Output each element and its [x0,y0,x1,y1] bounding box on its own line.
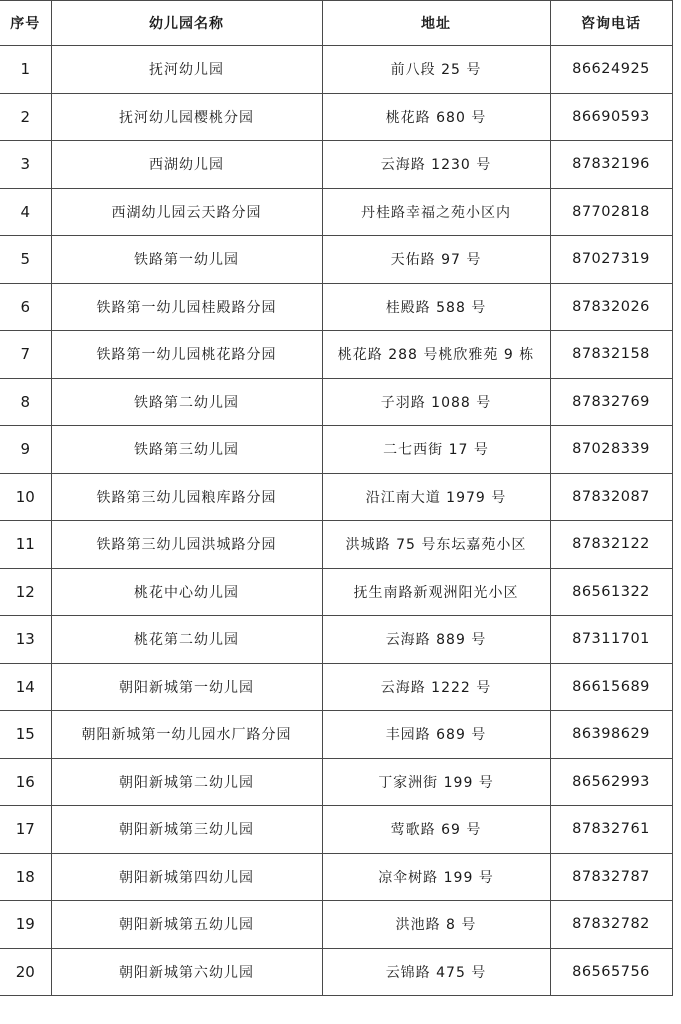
phone-cell: 87702818 [550,188,672,236]
phone-cell: 87028339 [550,426,672,474]
kindergarten-name: 铁路第三幼儿园洪城路分园 [51,521,322,569]
address-cell: 天佑路 97 号 [322,236,550,284]
kindergarten-name: 朝阳新城第三幼儿园 [51,806,322,854]
kindergarten-name: 桃花第二幼儿园 [51,616,322,664]
table-row [0,93,672,141]
row-number: 17 [0,806,51,854]
row-number: 1 [0,46,51,94]
table-row [0,236,672,284]
kindergarten-name: 抚河幼儿园 [51,46,322,94]
row-number: 18 [0,853,51,901]
phone-cell: 86624925 [550,46,672,94]
row-number: 13 [0,616,51,664]
row-number: 3 [0,141,51,189]
phone-cell: 87311701 [550,616,672,664]
table-row [0,711,672,759]
phone-cell: 86562993 [550,758,672,806]
kindergarten-name: 朝阳新城第五幼儿园 [51,901,322,949]
table-row [0,616,672,664]
phone-cell: 86690593 [550,93,672,141]
phone-cell: 87832769 [550,378,672,426]
kindergarten-name: 铁路第二幼儿园 [51,378,322,426]
header-row [0,1,672,46]
kindergarten-name: 桃花中心幼儿园 [51,568,322,616]
table-row [0,331,672,379]
table-row [0,806,672,854]
phone-cell: 87832026 [550,283,672,331]
kindergarten-name: 西湖幼儿园云天路分园 [51,188,322,236]
row-number: 15 [0,711,51,759]
table-row [0,46,672,94]
row-number: 2 [0,93,51,141]
table-row [0,853,672,901]
table-row [0,948,672,996]
row-number: 10 [0,473,51,521]
phone-cell: 87027319 [550,236,672,284]
row-number: 19 [0,901,51,949]
kindergarten-name: 朝阳新城第一幼儿园 [51,663,322,711]
phone-cell: 86565756 [550,948,672,996]
address-cell: 云海路 1230 号 [322,141,550,189]
row-number: 7 [0,331,51,379]
table-row [0,141,672,189]
row-number: 12 [0,568,51,616]
header-phone: 咨询电话 [550,1,672,46]
row-number: 9 [0,426,51,474]
table-header [0,1,672,46]
phone-cell: 87832782 [550,901,672,949]
table-row [0,473,672,521]
address-cell: 子羽路 1088 号 [322,378,550,426]
table-row [0,663,672,711]
address-cell: 桃花路 288 号桃欣雅苑 9 栋 [322,331,550,379]
row-number: 4 [0,188,51,236]
phone-cell: 87832087 [550,473,672,521]
kindergarten-name: 铁路第三幼儿园 [51,426,322,474]
row-number: 20 [0,948,51,996]
table-row [0,521,672,569]
kindergarten-name: 铁路第一幼儿园 [51,236,322,284]
address-cell: 丰园路 689 号 [322,711,550,759]
address-cell: 洪城路 75 号东坛嘉苑小区 [322,521,550,569]
table-row [0,426,672,474]
phone-cell: 86398629 [550,711,672,759]
kindergarten-name: 朝阳新城第一幼儿园水厂路分园 [51,711,322,759]
kindergarten-name: 铁路第一幼儿园桂殿路分园 [51,283,322,331]
table-row [0,568,672,616]
row-number: 5 [0,236,51,284]
address-cell: 沿江南大道 1979 号 [322,473,550,521]
kindergarten-name: 朝阳新城第二幼儿园 [51,758,322,806]
address-cell: 二七西街 17 号 [322,426,550,474]
row-number: 6 [0,283,51,331]
address-cell: 丹桂路幸福之苑小区内 [322,188,550,236]
table-row [0,378,672,426]
row-number: 11 [0,521,51,569]
row-number: 8 [0,378,51,426]
phone-cell: 87832158 [550,331,672,379]
address-cell: 云海路 889 号 [322,616,550,664]
phone-cell: 87832761 [550,806,672,854]
header-name: 幼儿园名称 [51,1,322,46]
kindergarten-name: 西湖幼儿园 [51,141,322,189]
table-row [0,188,672,236]
table-row [0,901,672,949]
kindergarten-name: 朝阳新城第四幼儿园 [51,853,322,901]
table-row [0,758,672,806]
phone-cell: 86615689 [550,663,672,711]
address-cell: 前八段 25 号 [322,46,550,94]
phone-cell: 87832122 [550,521,672,569]
kindergarten-name: 朝阳新城第六幼儿园 [51,948,322,996]
address-cell: 云海路 1222 号 [322,663,550,711]
address-cell: 凉伞树路 199 号 [322,853,550,901]
phone-cell: 87832787 [550,853,672,901]
address-cell: 桃花路 680 号 [322,93,550,141]
row-number: 16 [0,758,51,806]
phone-cell: 87832196 [550,141,672,189]
kindergarten-name: 铁路第三幼儿园粮库路分园 [51,473,322,521]
table-row [0,283,672,331]
address-cell: 桂殿路 588 号 [322,283,550,331]
phone-cell: 86561322 [550,568,672,616]
header-no: 序号 [0,1,51,46]
row-number: 14 [0,663,51,711]
kindergarten-name: 铁路第一幼儿园桃花路分园 [51,331,322,379]
table-body [0,46,672,996]
address-cell: 莺歌路 69 号 [322,806,550,854]
address-cell: 洪池路 8 号 [322,901,550,949]
address-cell: 抚生南路新观洲阳光小区 [322,568,550,616]
kindergarten-name: 抚河幼儿园樱桃分园 [51,93,322,141]
header-address: 地址 [322,1,550,46]
address-cell: 云锦路 475 号 [322,948,550,996]
address-cell: 丁家洲街 199 号 [322,758,550,806]
